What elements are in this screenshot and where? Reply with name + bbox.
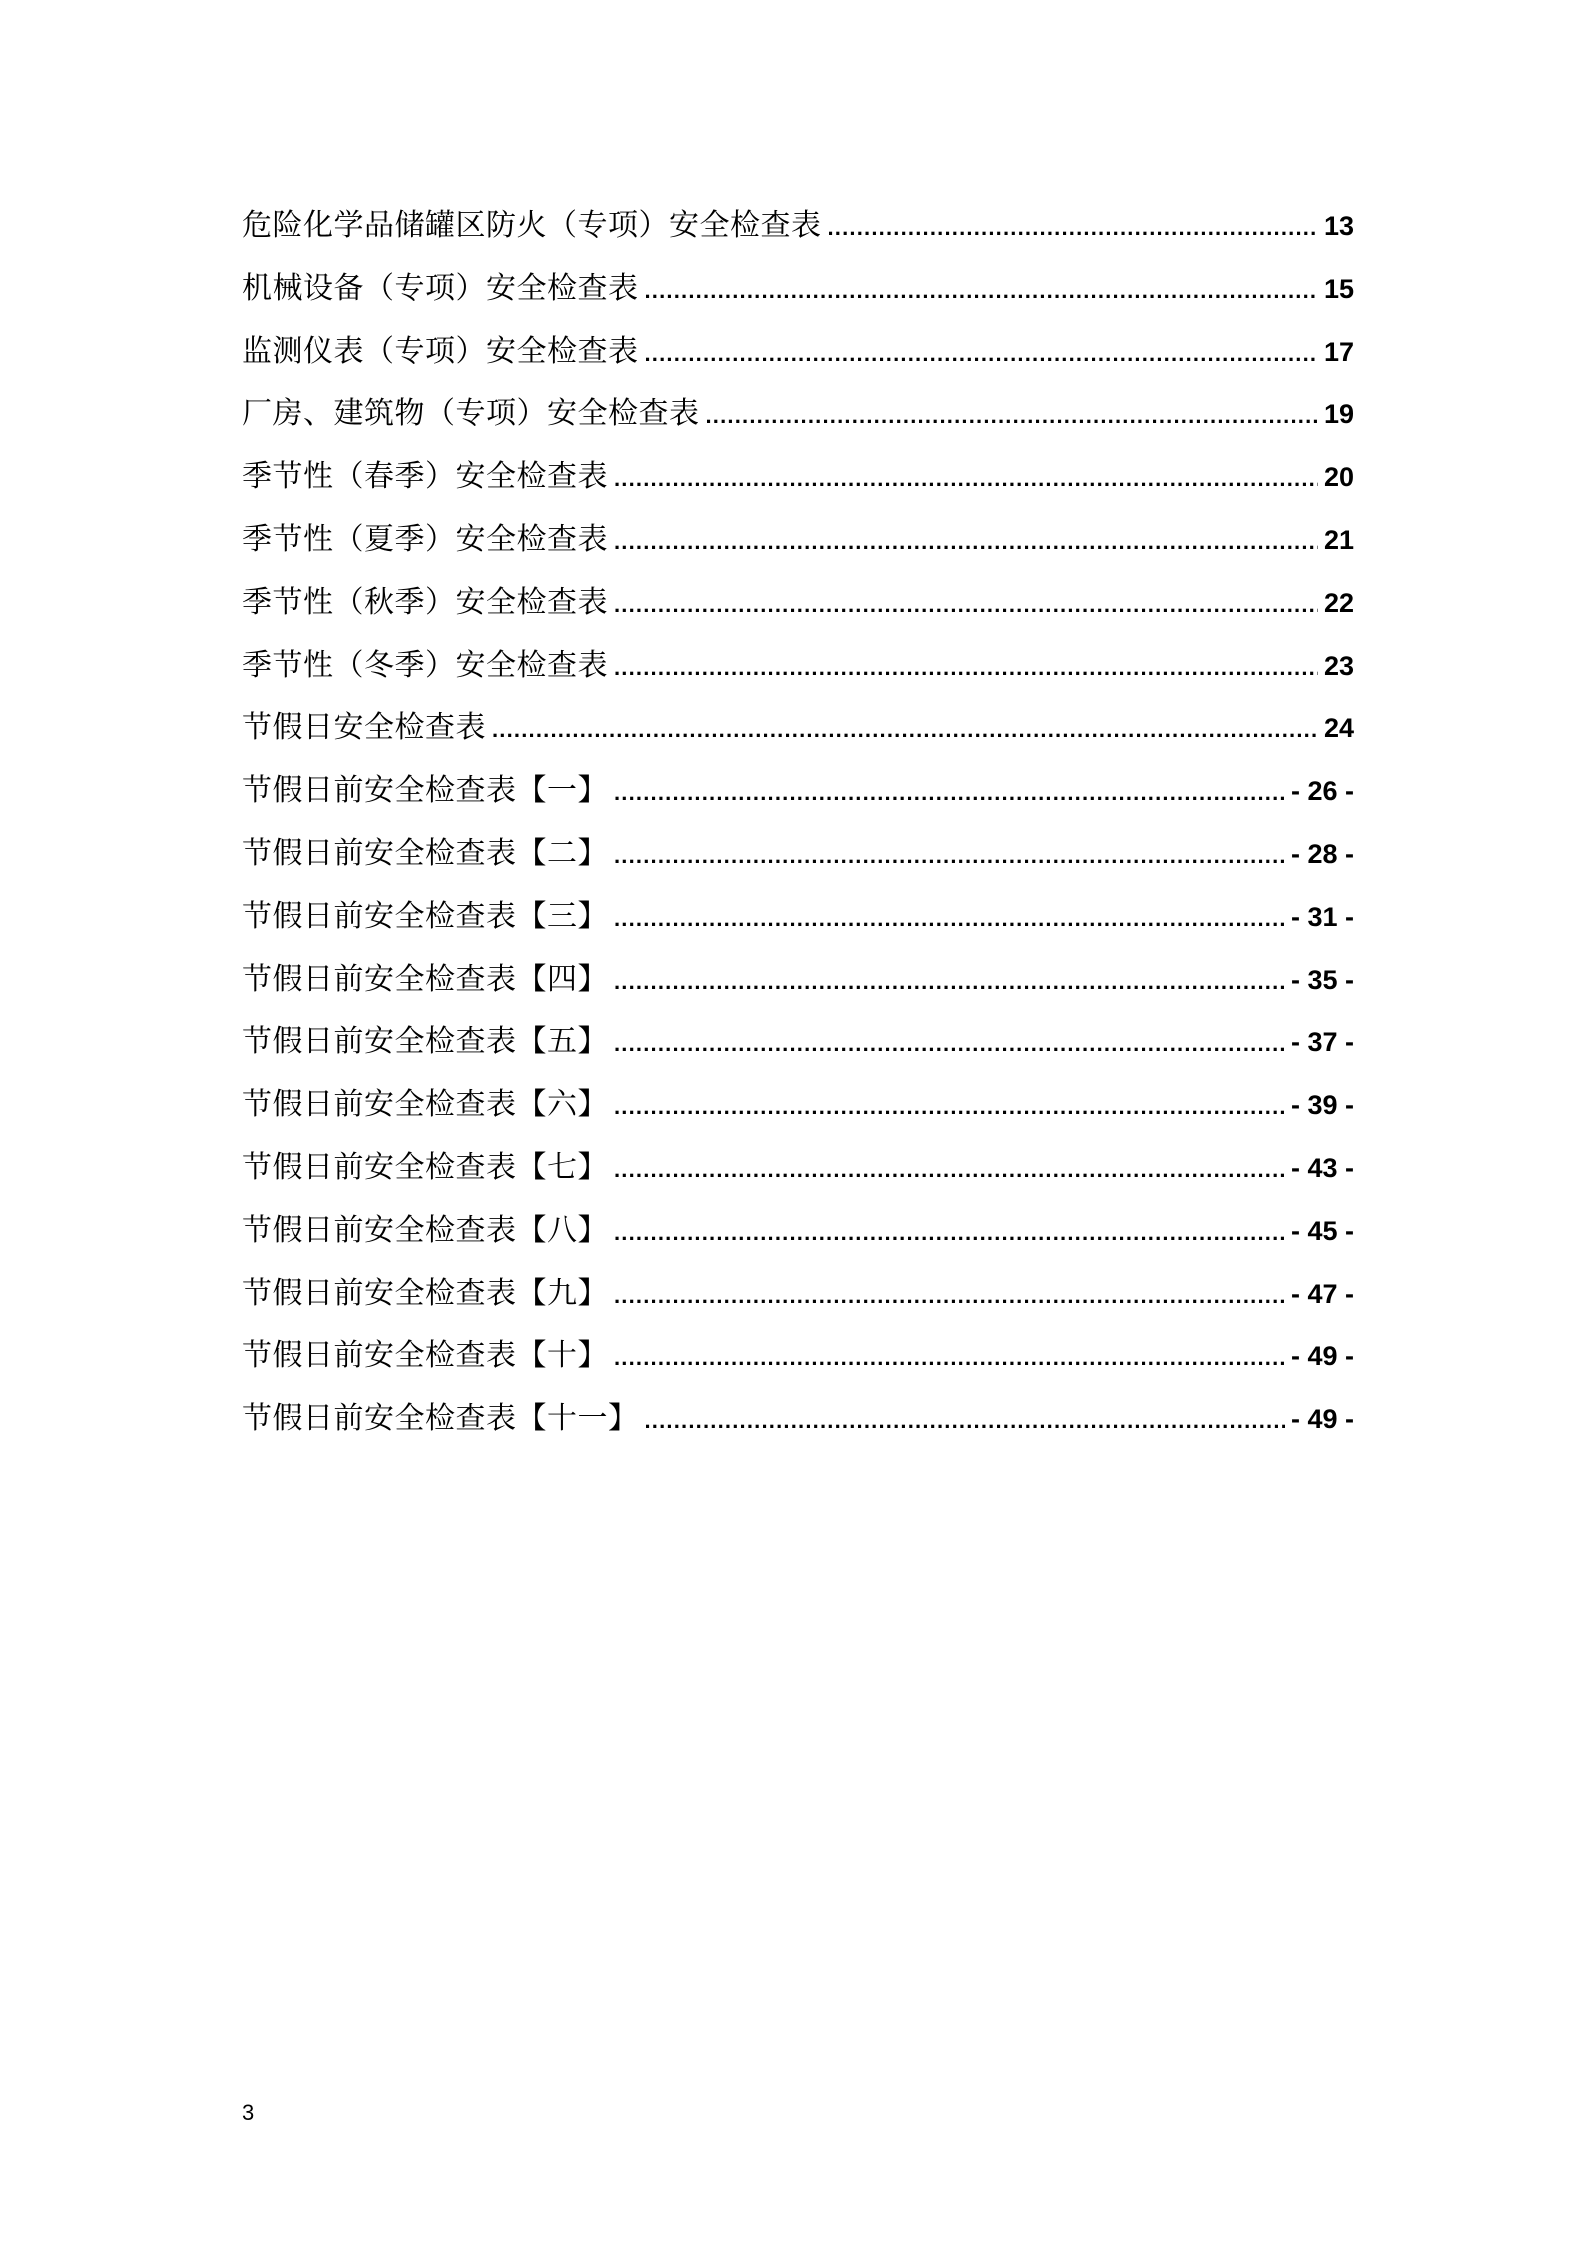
toc-dot-leader bbox=[645, 260, 1318, 323]
toc-entry-page: - 31 - bbox=[1290, 901, 1354, 932]
toc-entry[interactable] bbox=[242, 195, 1354, 258]
toc-entry-page: - 39 - bbox=[1290, 1090, 1354, 1121]
toc-entry-title: 节假日前安全检查表【四】 bbox=[242, 961, 608, 997]
toc-entry-page: - 28 - bbox=[1290, 838, 1354, 869]
toc-entry-title: 机械设备（专项）安全检查表 bbox=[242, 270, 639, 306]
toc-entry-page: - 49 - bbox=[1290, 1404, 1354, 1435]
toc-entry[interactable] bbox=[242, 446, 1354, 509]
toc-entry-title: 厂房、建筑物（专项）安全检查表 bbox=[242, 396, 700, 432]
toc-dot-leader bbox=[614, 888, 1285, 951]
toc-entry[interactable] bbox=[242, 697, 1354, 760]
toc-dot-leader bbox=[706, 385, 1318, 448]
toc-entry[interactable] bbox=[242, 383, 1354, 446]
toc-entry-page: - 37 - bbox=[1290, 1027, 1354, 1058]
toc-entry-page: - 45 - bbox=[1290, 1215, 1354, 1246]
toc-entry-title: 节假日前安全检查表【五】 bbox=[242, 1024, 608, 1060]
toc-entry[interactable] bbox=[242, 1200, 1354, 1263]
toc-entry-page: - 49 - bbox=[1290, 1341, 1354, 1372]
toc-entry-title: 季节性（秋季）安全检查表 bbox=[242, 584, 608, 620]
toc-entry-title: 节假日前安全检查表【八】 bbox=[242, 1212, 608, 1248]
toc-entry[interactable] bbox=[242, 258, 1354, 321]
toc-entry-page: 19 bbox=[1323, 399, 1354, 430]
toc-dot-leader bbox=[614, 1327, 1285, 1390]
toc-entry-title: 节假日前安全检查表【七】 bbox=[242, 1149, 608, 1185]
toc-entry-title: 节假日前安全检查表【二】 bbox=[242, 835, 608, 871]
toc-dot-leader bbox=[614, 1076, 1285, 1139]
toc-entry[interactable] bbox=[242, 1388, 1354, 1451]
toc-entry[interactable] bbox=[242, 1074, 1354, 1137]
toc-entry[interactable] bbox=[242, 635, 1354, 698]
toc-dot-leader bbox=[645, 1390, 1285, 1453]
toc-dot-leader bbox=[614, 574, 1318, 637]
toc-entry[interactable] bbox=[242, 886, 1354, 949]
toc-entry-title: 季节性（冬季）安全检查表 bbox=[242, 647, 608, 683]
toc-entry-title: 节假日前安全检查表【一】 bbox=[242, 773, 608, 809]
toc-entry-page: 21 bbox=[1323, 524, 1354, 555]
toc-entry-title: 节假日安全检查表 bbox=[242, 710, 486, 746]
toc-entry-page: - 43 - bbox=[1290, 1152, 1354, 1183]
toc-entry-page: 17 bbox=[1323, 336, 1354, 367]
toc-entry-title: 危险化学品储罐区防火（专项）安全检查表 bbox=[242, 208, 822, 243]
toc-entry-page: - 26 - bbox=[1290, 776, 1354, 807]
toc-entry[interactable] bbox=[242, 1137, 1354, 1200]
toc-dot-leader bbox=[614, 448, 1318, 511]
table-of-contents bbox=[242, 195, 1354, 1451]
toc-entry-title: 监测仪表（专项）安全检查表 bbox=[242, 333, 639, 369]
toc-dot-leader bbox=[614, 1202, 1285, 1265]
toc-entry-page: - 47 - bbox=[1290, 1278, 1354, 1309]
toc-entry[interactable] bbox=[242, 509, 1354, 572]
toc-dot-leader bbox=[614, 825, 1285, 888]
toc-entry[interactable] bbox=[242, 1011, 1354, 1074]
toc-dot-leader bbox=[828, 197, 1318, 260]
toc-dot-leader bbox=[614, 511, 1318, 574]
toc-entry-title: 节假日前安全检查表【十】 bbox=[242, 1338, 608, 1374]
footer-page-number: 3 bbox=[242, 2100, 255, 2125]
toc-entry[interactable] bbox=[242, 1325, 1354, 1388]
toc-dot-leader bbox=[614, 637, 1318, 700]
toc-dot-leader bbox=[614, 1013, 1285, 1076]
toc-entry[interactable] bbox=[242, 823, 1354, 886]
toc-dot-leader bbox=[614, 951, 1285, 1014]
toc-entry-page: 23 bbox=[1323, 650, 1354, 681]
toc-entry[interactable] bbox=[242, 1263, 1354, 1326]
toc-dot-leader bbox=[645, 323, 1318, 386]
toc-dot-leader bbox=[614, 762, 1285, 825]
toc-entry-title: 季节性（夏季）安全检查表 bbox=[242, 521, 608, 557]
toc-dot-leader bbox=[492, 699, 1318, 762]
toc-dot-leader bbox=[614, 1139, 1285, 1202]
toc-entry-title: 季节性（春季）安全检查表 bbox=[242, 459, 608, 495]
toc-entry-title: 节假日前安全检查表【十一】 bbox=[242, 1401, 639, 1437]
toc-entry[interactable] bbox=[242, 760, 1354, 823]
toc-entry[interactable] bbox=[242, 572, 1354, 635]
toc-entry-page: 15 bbox=[1323, 273, 1354, 304]
toc-entry[interactable] bbox=[242, 949, 1354, 1012]
toc-dot-leader bbox=[614, 1265, 1285, 1328]
toc-entry-title: 节假日前安全检查表【三】 bbox=[242, 898, 608, 934]
toc-entry-title: 节假日前安全检查表【六】 bbox=[242, 1087, 608, 1123]
toc-entry-page: - 35 - bbox=[1290, 964, 1354, 995]
toc-entry-page: 24 bbox=[1323, 713, 1354, 744]
toc-entry-page: 13 bbox=[1323, 211, 1354, 241]
toc-entry-title: 节假日前安全检查表【九】 bbox=[242, 1275, 608, 1311]
toc-entry[interactable] bbox=[242, 321, 1354, 384]
toc-entry-page: 20 bbox=[1323, 462, 1354, 493]
toc-entry-page: 22 bbox=[1323, 587, 1354, 618]
